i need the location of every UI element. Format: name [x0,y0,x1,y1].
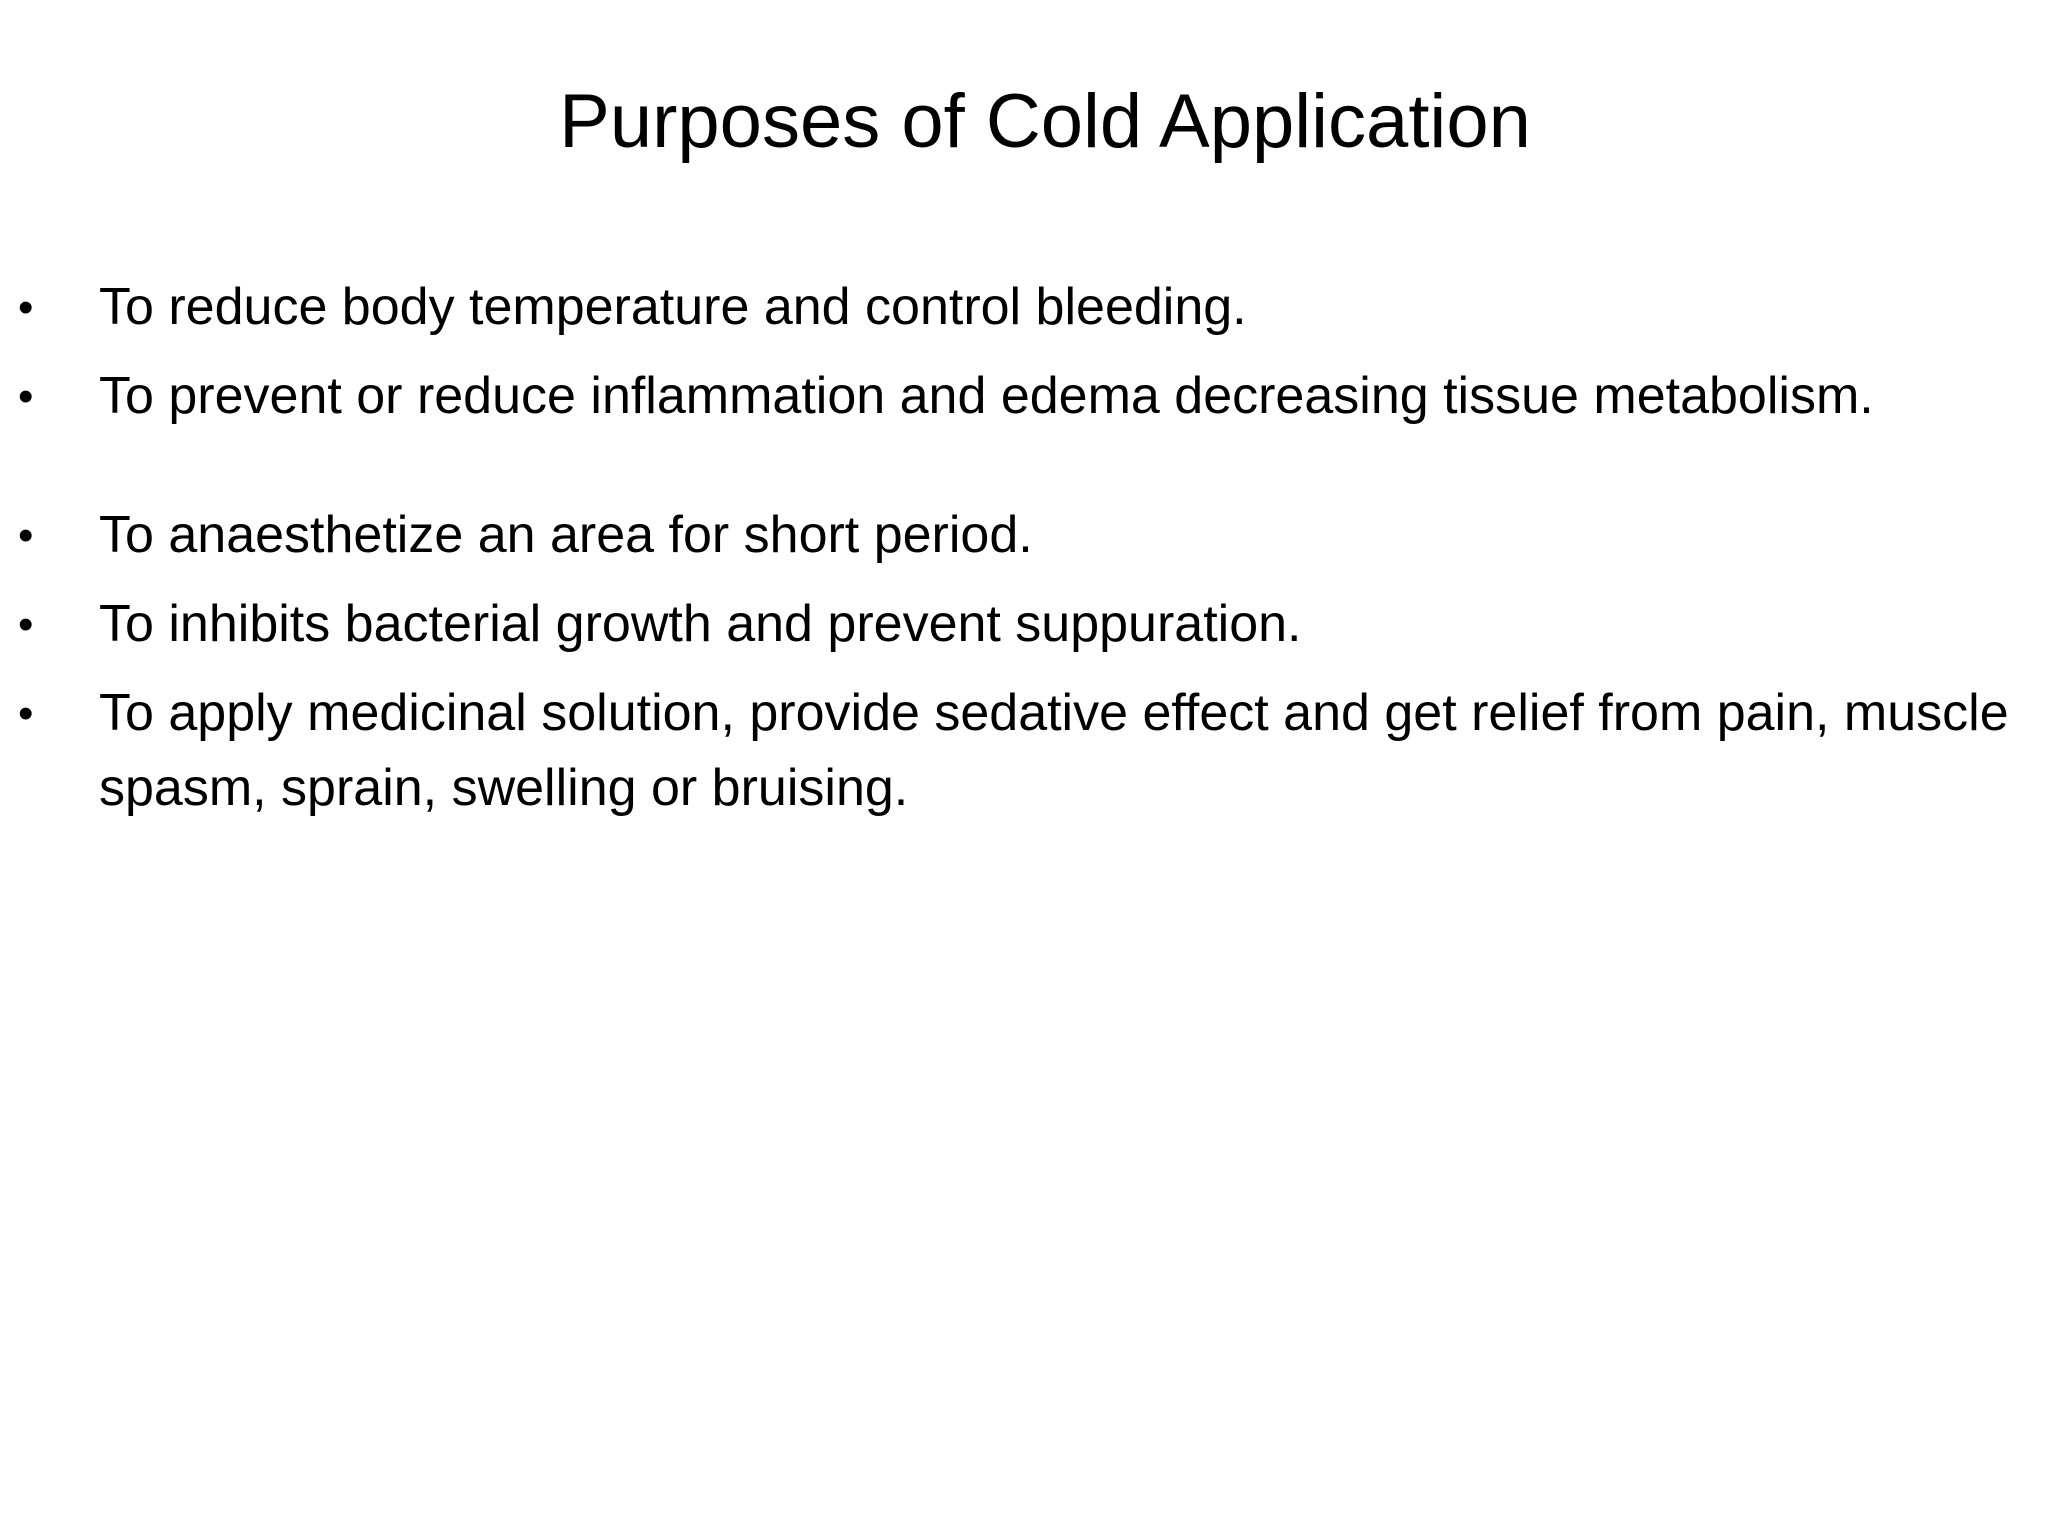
bullet-text: To inhibits bacterial growth and prevent suppuration. [99,595,1302,653]
bullet-item [18,359,2028,434]
slide-title: Purposes of Cold Application [559,79,1531,164]
bullet-icon: • [18,283,34,332]
bullet-text: To apply medicinal solution, provide sedative effect and get relief from pain, muscle spasm, sprain, swelling or bruising. [99,684,2009,817]
bullet-item [18,498,2028,573]
bullet-icon: • [18,600,34,649]
bullet-icon: • [18,689,34,738]
bullet-list [18,270,2028,840]
bullet-item [18,587,2028,662]
bullet-text: To prevent or reduce inflammation and edema decreasing tissue metabolism. [99,367,1874,425]
bullet-item [18,270,2028,345]
bullet-text: To anaesthetize an area for short period. [99,506,1033,564]
bullet-icon: • [18,372,34,421]
bullet-icon: • [18,511,34,560]
bullet-item [18,676,2028,826]
bullet-text: To reduce body temperature and control bleeding. [99,278,1247,336]
